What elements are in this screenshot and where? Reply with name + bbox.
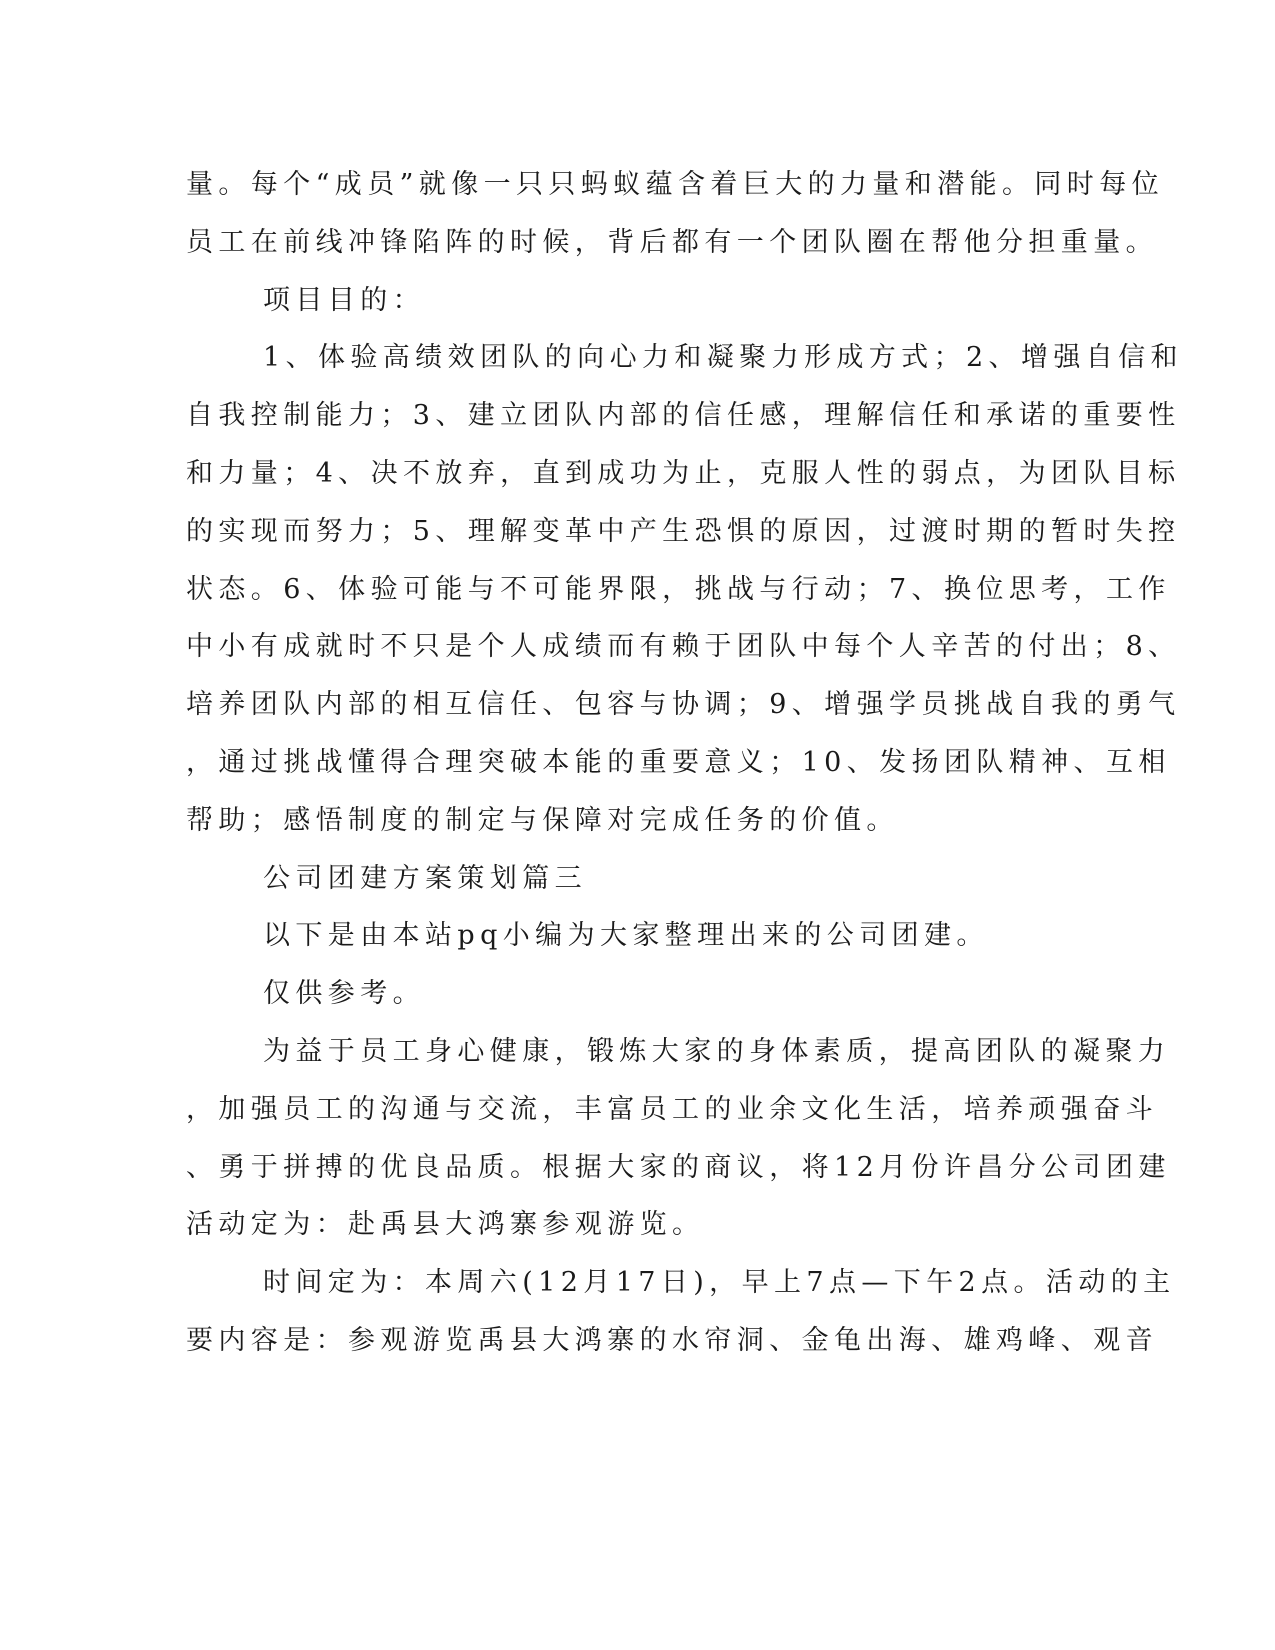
document-body — [186, 156, 1183, 1370]
text-line: 、勇于拼搏的优良品质。根据大家的商议，将12月份许昌分公司团建 — [186, 1151, 1171, 1183]
text-line: 为益于员工身心健康，锻炼大家的身体素质，提高团队的凝聚力 — [263, 1035, 1171, 1067]
text-line: 1、体验高绩效团队的向心力和凝聚力形成方式；2、增强自信和 — [263, 342, 1183, 374]
text-line: 要内容是：参观游览禹县大鸿寨的水帘洞、金龟出海、雄鸡峰、观音 — [186, 1324, 1158, 1356]
text-line: 活动定为：赴禹县大鸿寨参观游览。 — [186, 1209, 705, 1241]
text-line: 以下是由本站pq小编为大家整理出来的公司团建。 — [263, 920, 989, 952]
text-line: 的实现而努力；5、理解变革中产生恐惧的原因，过渡时期的暂时失控 — [186, 515, 1181, 547]
text-line: 自我控制能力；3、建立团队内部的信任感，理解信任和承诺的重要性 — [186, 400, 1181, 432]
text-line: ，加强员工的沟通与交流，丰富员工的业余文化生活，培养顽强奋斗 — [186, 1093, 1158, 1125]
text-line: 和力量；4、决不放弃，直到成功为止，克服人性的弱点，为团队目标 — [186, 457, 1181, 489]
section-title: 公司团建方案策划篇三 — [263, 862, 587, 894]
text-line: 时间定为：本周六(12月17日)，早上7点—下午2点。活动的主 — [263, 1267, 1176, 1299]
text-line: 仅供参考。 — [263, 978, 425, 1010]
text-line: 帮助；感悟制度的制定与保障对完成任务的价值。 — [186, 804, 899, 836]
text-line: 员工在前线冲锋陷阵的时候，背后都有一个团队圈在帮他分担重量。 — [186, 226, 1158, 258]
text-line: 量。每个“成员”就像一只只蚂蚁蕴含着巨大的力量和潜能。同时每位 — [186, 169, 1165, 200]
text-line: 中小有成就时不只是个人成绩而有赖于团队中每个人辛苦的付出；8、 — [186, 631, 1181, 663]
section-heading: 项目目的： — [263, 284, 425, 316]
text-line: ，通过挑战懂得合理突破本能的重要意义；10、发扬团队精神、互相 — [186, 746, 1171, 778]
text-line: 状态。6、体验可能与不可能界限，挑战与行动；7、换位思考，工作 — [186, 573, 1171, 605]
text-line: 培养团队内部的相互信任、包容与协调；9、增强学员挑战自我的勇气 — [186, 689, 1181, 721]
